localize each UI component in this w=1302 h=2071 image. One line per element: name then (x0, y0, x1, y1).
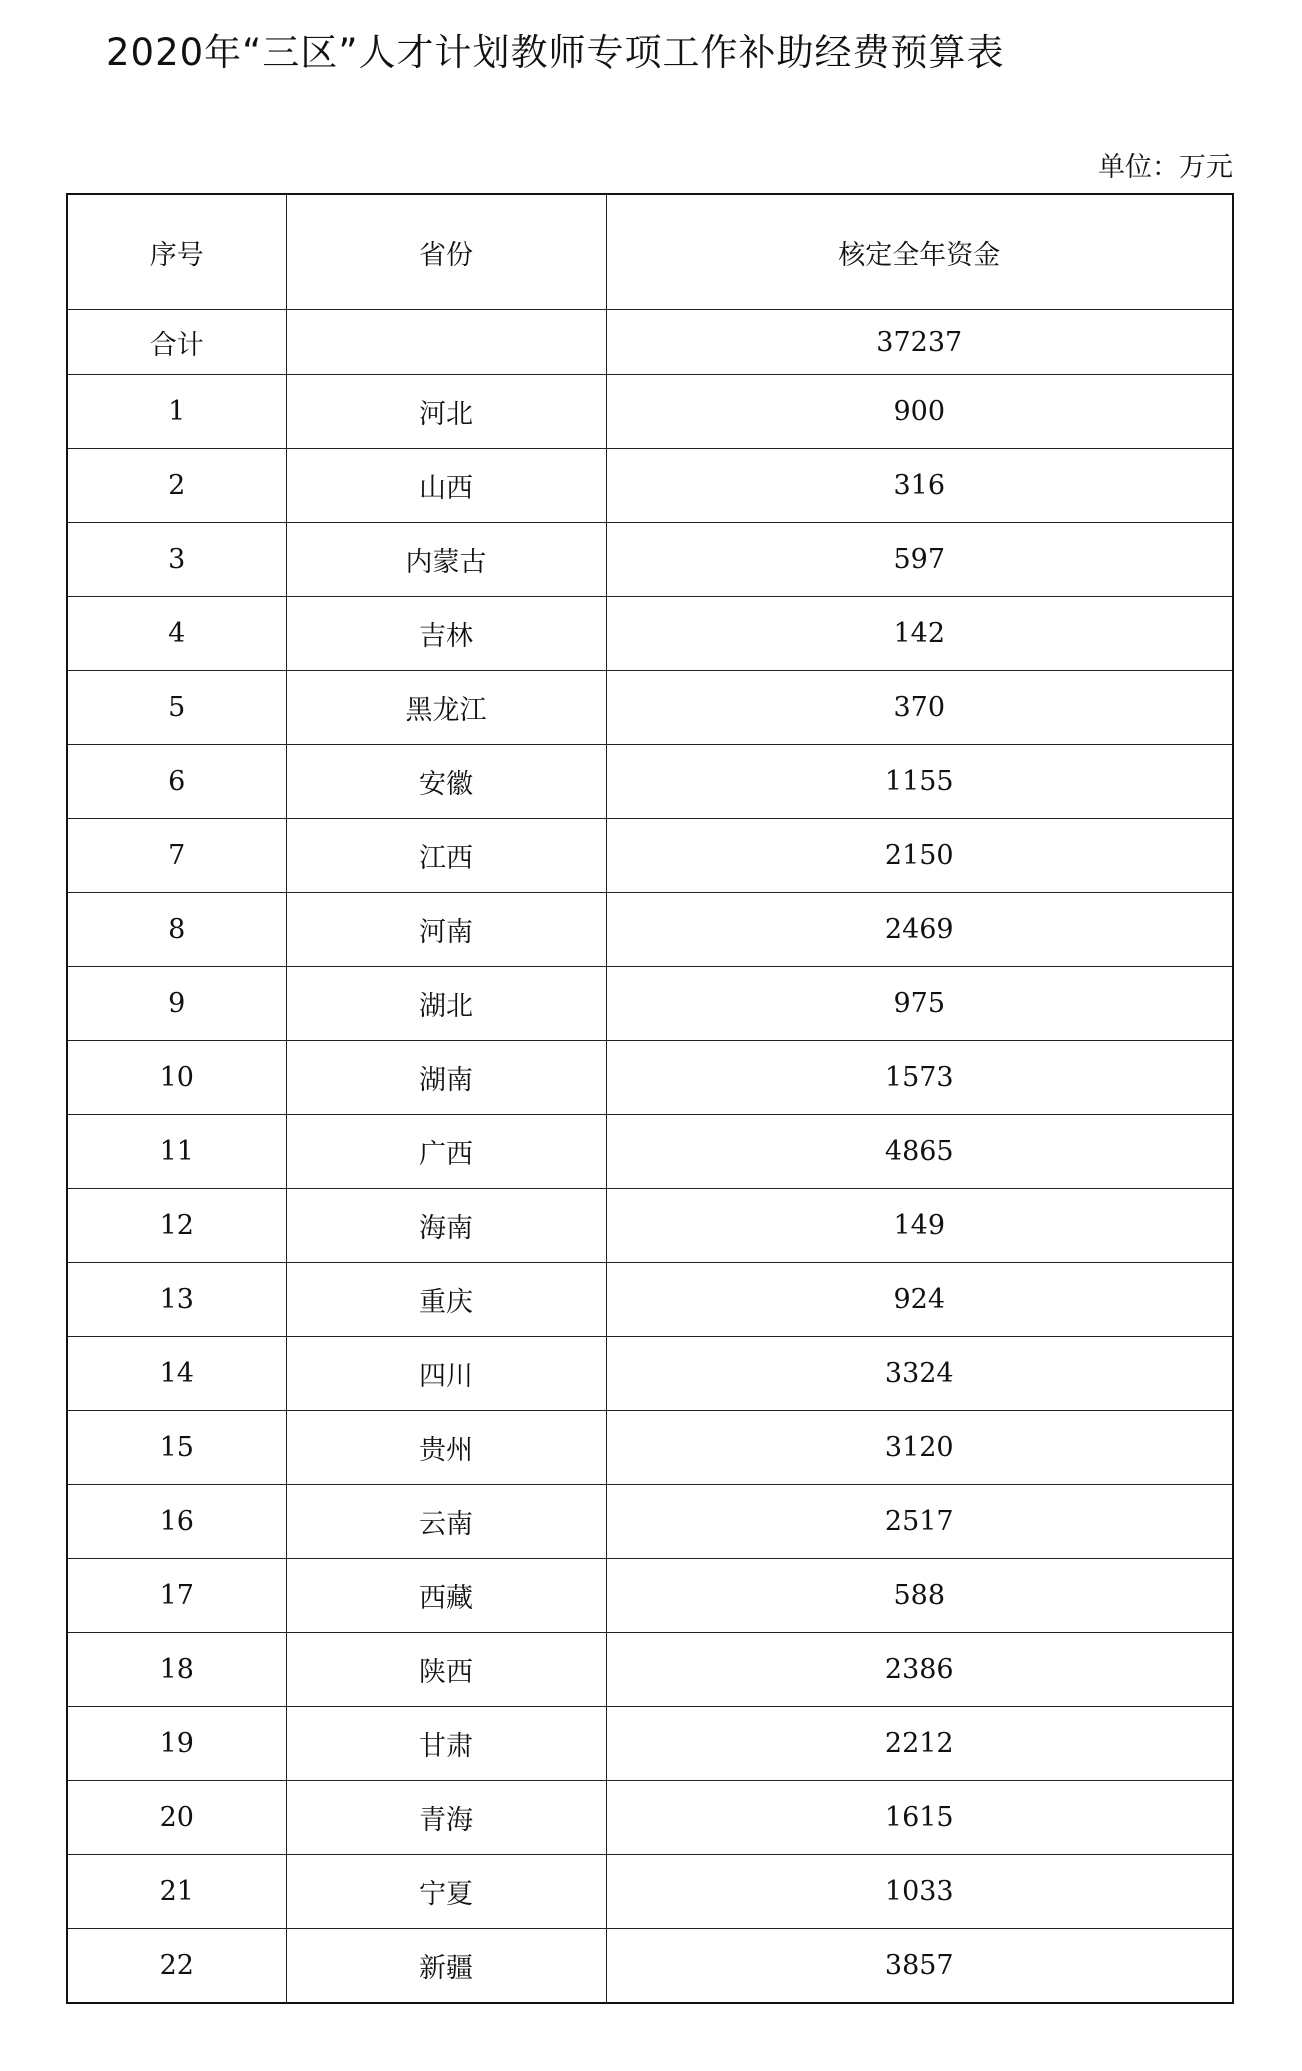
row-amount: 2212 (606, 1707, 1233, 1781)
row-serial-number: 3 (67, 523, 286, 597)
row-serial-number: 4 (67, 597, 286, 671)
row-amount: 3120 (606, 1411, 1233, 1485)
row-serial-number: 2 (67, 449, 286, 523)
row-amount: 924 (606, 1263, 1233, 1337)
row-province: 广西 (286, 1115, 606, 1189)
total-label: 合计 (67, 310, 286, 375)
table-row (67, 967, 1233, 1041)
header-province: 省份 (286, 194, 606, 310)
row-province: 湖南 (286, 1041, 606, 1115)
table-row (67, 1411, 1233, 1485)
total-amount: 37237 (606, 310, 1233, 375)
row-province: 陕西 (286, 1633, 606, 1707)
row-amount: 2469 (606, 893, 1233, 967)
table-row (67, 1115, 1233, 1189)
row-serial-number: 5 (67, 671, 286, 745)
row-amount: 588 (606, 1559, 1233, 1633)
document-title: 2020年“三区”人才计划教师专项工作补助经费预算表 (106, 31, 1005, 74)
row-serial-number: 16 (67, 1485, 286, 1559)
row-serial-number: 7 (67, 819, 286, 893)
table-row (67, 671, 1233, 745)
row-amount: 4865 (606, 1115, 1233, 1189)
total-province (286, 310, 606, 375)
row-amount: 316 (606, 449, 1233, 523)
table-row (67, 1855, 1233, 1929)
table-row (67, 1263, 1233, 1337)
table-row (67, 1189, 1233, 1263)
table-row (67, 893, 1233, 967)
row-serial-number: 10 (67, 1041, 286, 1115)
row-serial-number: 11 (67, 1115, 286, 1189)
row-serial-number: 21 (67, 1855, 286, 1929)
row-province: 甘肃 (286, 1707, 606, 1781)
row-amount: 2150 (606, 819, 1233, 893)
row-amount: 975 (606, 967, 1233, 1041)
header-serial-number: 序号 (67, 194, 286, 310)
table-row (67, 1633, 1233, 1707)
table-row (67, 1337, 1233, 1411)
table-row (67, 375, 1233, 449)
row-province: 西藏 (286, 1559, 606, 1633)
row-province: 青海 (286, 1781, 606, 1855)
row-serial-number: 15 (67, 1411, 286, 1485)
row-province: 吉林 (286, 597, 606, 671)
row-province: 内蒙古 (286, 523, 606, 597)
header-approved-amount: 核定全年资金 (606, 194, 1233, 310)
row-serial-number: 9 (67, 967, 286, 1041)
row-amount: 3857 (606, 1929, 1233, 2004)
row-serial-number: 18 (67, 1633, 286, 1707)
row-serial-number: 8 (67, 893, 286, 967)
table-row (67, 1929, 1233, 2004)
row-province: 山西 (286, 449, 606, 523)
row-amount: 149 (606, 1189, 1233, 1263)
table-row (67, 745, 1233, 819)
table-row (67, 597, 1233, 671)
table-row (67, 1559, 1233, 1633)
table-header-row (67, 194, 1233, 310)
row-amount: 1615 (606, 1781, 1233, 1855)
row-province: 宁夏 (286, 1855, 606, 1929)
table-row (67, 523, 1233, 597)
row-amount: 2386 (606, 1633, 1233, 1707)
table-row (67, 1781, 1233, 1855)
row-amount: 900 (606, 375, 1233, 449)
row-serial-number: 19 (67, 1707, 286, 1781)
row-serial-number: 17 (67, 1559, 286, 1633)
row-province: 云南 (286, 1485, 606, 1559)
row-province: 河北 (286, 375, 606, 449)
row-amount: 2517 (606, 1485, 1233, 1559)
table-row (67, 1041, 1233, 1115)
row-province: 湖北 (286, 967, 606, 1041)
row-serial-number: 20 (67, 1781, 286, 1855)
row-province: 四川 (286, 1337, 606, 1411)
row-amount: 3324 (606, 1337, 1233, 1411)
row-province: 黑龙江 (286, 671, 606, 745)
row-serial-number: 13 (67, 1263, 286, 1337)
row-serial-number: 14 (67, 1337, 286, 1411)
row-amount: 142 (606, 597, 1233, 671)
row-province: 河南 (286, 893, 606, 967)
row-province: 贵州 (286, 1411, 606, 1485)
row-amount: 1573 (606, 1041, 1233, 1115)
row-province: 新疆 (286, 1929, 606, 2004)
row-amount: 597 (606, 523, 1233, 597)
table-row (67, 1485, 1233, 1559)
row-province: 安徽 (286, 745, 606, 819)
row-province: 重庆 (286, 1263, 606, 1337)
table-row (67, 819, 1233, 893)
row-amount: 1155 (606, 745, 1233, 819)
row-serial-number: 22 (67, 1929, 286, 2004)
budget-table (66, 193, 1234, 2004)
row-serial-number: 1 (67, 375, 286, 449)
row-amount: 1033 (606, 1855, 1233, 1929)
row-province: 海南 (286, 1189, 606, 1263)
table-row (67, 1707, 1233, 1781)
row-serial-number: 6 (67, 745, 286, 819)
unit-label: 单位：万元 (1098, 152, 1233, 183)
total-row (67, 310, 1233, 375)
row-province: 江西 (286, 819, 606, 893)
row-amount: 370 (606, 671, 1233, 745)
row-serial-number: 12 (67, 1189, 286, 1263)
table-row (67, 449, 1233, 523)
